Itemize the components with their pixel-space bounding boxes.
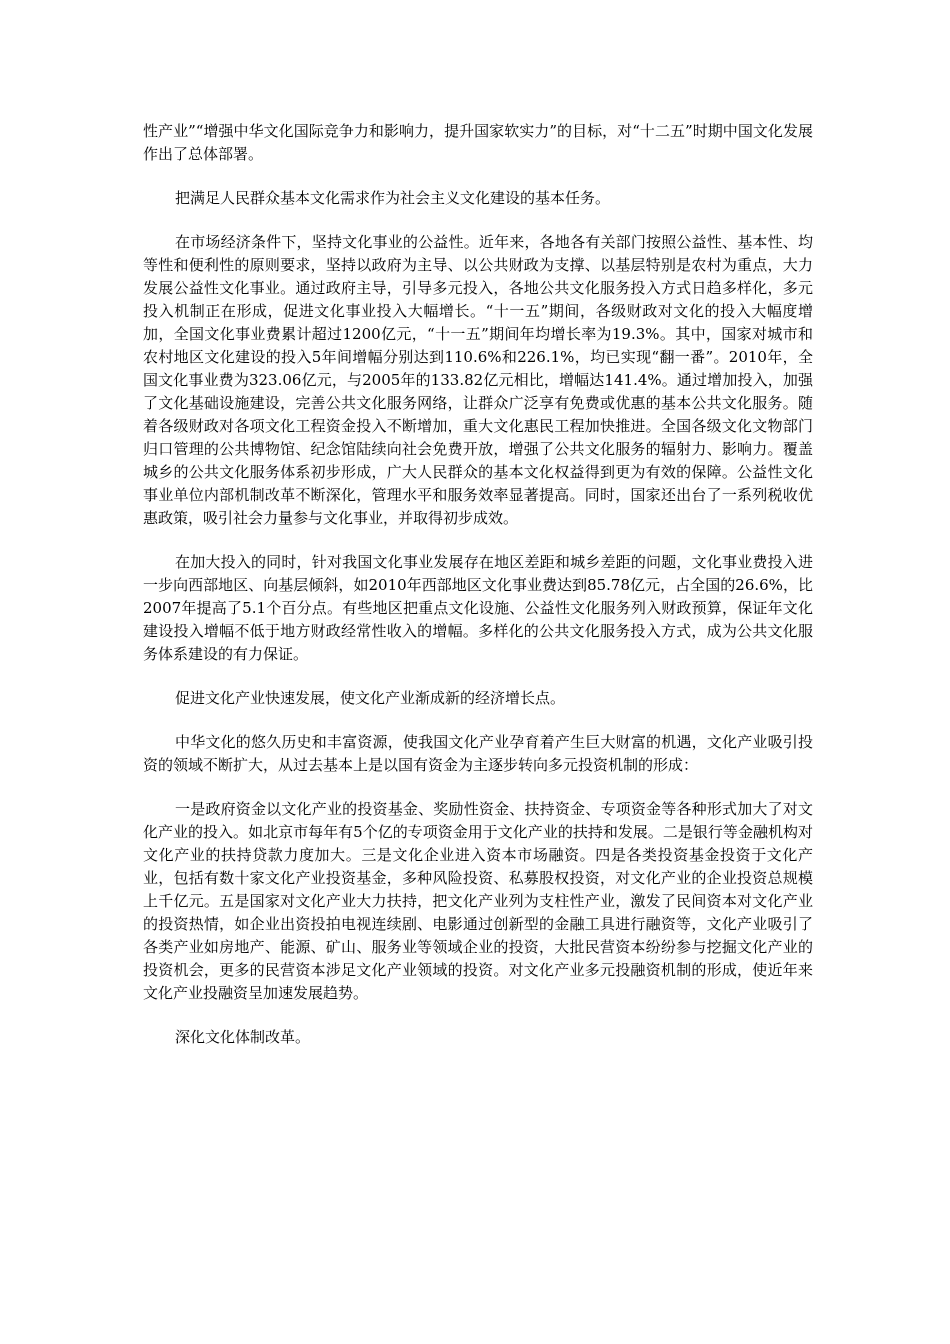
document-page bbox=[143, 120, 813, 1070]
paragraph-heading-industry: 促进文化产业快速发展，使文化产业渐成新的经济增长点。 bbox=[175, 689, 566, 707]
paragraph-heading-basic-task: 把满足人民群众基本文化需求作为社会主义文化建设的基本任务。 bbox=[175, 189, 611, 207]
paragraph-investment-west: 在加大投入的同时，针对我国文化事业发展存在地区差距和城乡差距的问题，文化事业费投入进一步向西部地区、向基层倾斜，如2010年西部地区文化事业费达到85.78亿元，占全国的26.6%，比2007年提高了5.1个百分点。有些地区把重点文化设施、公益性文化服务列入财政预算，保证年文化建设投入增幅不低于地方财政经常性收入的增幅。多样化的公共文化服务投入方式，成为公共文化服务体系建设的有力保证。 bbox=[143, 553, 813, 663]
paragraph-intro-continuation: 性产业”“增强中华文化国际竞争力和影响力，提升国家软实力”的目标，对“十二五”时期中国文化发展作出了总体部署。 bbox=[143, 122, 813, 163]
paragraph-heading-reform: 深化文化体制改革。 bbox=[175, 1028, 311, 1046]
paragraph-funding-sources: 一是政府资金以文化产业的投资基金、奖励性资金、扶持资金、专项资金等各种形式加大了对文化产业的投入。如北京市每年有5个亿的专项资金用于文化产业的扶持和发展。二是银行等金融机构对文化产业的扶持贷款力度加大。三是文化企业进入资本市场融资。四是各类投资基金投资于文化产业，包括有数十家文化产业投资基金，多种风险投资、私募股权投资，对文化产业的企业投资总规模上千亿元。五是国家对文化产业大力扶持，把文化产业列为支柱性产业，激发了民间资本对文化产业的投资热情，如企业出资投拍电视连续剧、电影通过创新型的金融工具进行融资等，文化产业吸引了各类产业如房地产、能源、矿山、服务业等领域企业的投资，大批民营资本纷纷参与挖掘文化产业的投资机会，更多的民营资本涉足文化产业领域的投资。对文化产业多元投融资机制的形成，使近年来文化产业投融资呈加速发展趋势。 bbox=[143, 800, 813, 1002]
paragraph-public-welfare: 在市场经济条件下，坚持文化事业的公益性。近年来，各地各有关部门按照公益性、基本性、均等性和便利性的原则要求，坚持以政府为主导、以公共财政为支撑、以基层特别是农村为重点，大力发展公益性文化事业。通过政府主导，引导多元投入，各地公共文化服务投入方式日趋多样化，多元投入机制正在形成，促进文化事业投入大幅增长。“十一五”期间，各级财政对文化的投入大幅度增加，全国文化事业费累计超过1200亿元，“十一五”期间年均增长率为19.3%。其中，国家对城市和农村地区文化建设的投入5年间增幅分别达到110.6%和226.1%，均已实现“翻一番”。2010年，全国文化事业费为323.06亿元，与2005年的133.82亿元相比，增幅达141.4%。通过增加投入，加强了文化基础设施建设，完善公共文化服务网络，让群众广泛享有免费或优惠的基本公共文化服务。随着各级财政对各项文化工程资金投入不断增加，重大文化惠民工程加快推进。全国各级文化文物部门归口管理的公共博物馆、纪念馆陆续向社会免费开放，增强了公共文化服务的辐射力、影响力。覆盖城乡的公共文化服务体系初步形成，广大人民群众的基本文化权益得到更为有效的保障。公益性文化事业单位内部机制改革不断深化，管理水平和服务效率显著提高。同时，国家还出台了一系列税收优惠政策，吸引社会力量参与文化事业，并取得初步成效。 bbox=[143, 233, 813, 527]
paragraph-industry-investment: 中华文化的悠久历史和丰富资源，使我国文化产业孕育着产生巨大财富的机遇，文化产业吸引投资的领域不断扩大，从过去基本上是以国有资金为主逐步转向多元投资机制的形成： bbox=[143, 733, 813, 774]
